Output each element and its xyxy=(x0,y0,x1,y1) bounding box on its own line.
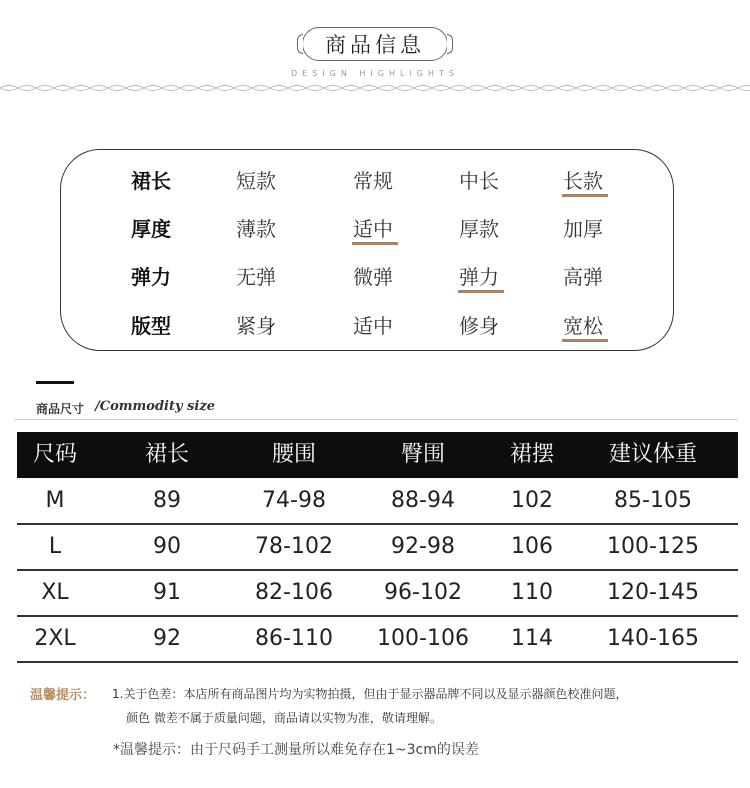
table-cell: 78-102 xyxy=(255,534,333,559)
attribute-option: 适中 xyxy=(353,217,393,241)
attribute-option: 中长 xyxy=(459,169,499,193)
attribute-label: 弹力 xyxy=(131,265,171,289)
table-row xyxy=(17,616,738,662)
attribute-label: 厚度 xyxy=(131,217,171,241)
attribute-label: 版型 xyxy=(131,314,171,338)
table-cell: 74-98 xyxy=(262,488,326,513)
table-cell: 140-165 xyxy=(607,626,699,651)
table-header-cell: 裙摆 xyxy=(509,442,554,467)
attribute-option: 宽松 xyxy=(563,314,603,338)
table-header-cell: 建议体重 xyxy=(608,442,697,467)
attribute-option: 紧身 xyxy=(236,314,276,338)
table-cell: L xyxy=(48,534,62,559)
table-cell: XL xyxy=(41,580,69,605)
attribute-option: 长款 xyxy=(563,169,603,193)
table-header-cell: 尺码 xyxy=(32,442,77,467)
attribute-option: 短款 xyxy=(236,169,276,193)
section-dash xyxy=(36,381,74,384)
table-cell: 100-106 xyxy=(377,626,469,651)
table-cell: 106 xyxy=(511,534,553,559)
row-divider xyxy=(17,661,738,663)
attribute-option: 薄款 xyxy=(236,217,276,241)
attribute-option: 适中 xyxy=(353,314,393,338)
attribute-option: 常规 xyxy=(353,169,393,193)
divider-line xyxy=(14,419,738,420)
table-header-cell: 裙长 xyxy=(144,442,189,467)
table-cell: 114 xyxy=(511,626,553,651)
table-cell: 85-105 xyxy=(614,488,692,513)
note-line-3: *温馨提示：由于尺码手工测量所以难免存在1~3cm的误差 xyxy=(113,742,479,758)
table-cell: 102 xyxy=(511,488,553,513)
selected-underline xyxy=(562,194,608,197)
note-line-2: 颜色 微差不属于质量问题，商品请以实物为准，敬请理解。 xyxy=(126,711,442,725)
attribute-option: 修身 xyxy=(459,314,499,338)
table-cell: M xyxy=(45,488,65,513)
table-header-cell: 腰围 xyxy=(271,442,316,467)
table-row xyxy=(17,478,738,524)
attribute-option: 厚款 xyxy=(459,217,499,241)
section-title-text: 商品信息 xyxy=(325,33,425,57)
table-cell: 110 xyxy=(511,580,553,605)
attribute-option: 高弹 xyxy=(563,265,603,289)
table-cell: 88-94 xyxy=(391,488,455,513)
attribute-option: 无弹 xyxy=(236,265,276,289)
table-cell: 2XL xyxy=(34,626,76,651)
size-title-cn: 商品尺寸 xyxy=(36,402,85,416)
table-cell: 96-102 xyxy=(384,580,462,605)
table-cell: 91 xyxy=(153,580,181,605)
size-title-en: /Commodity size xyxy=(95,399,215,414)
note-line-1: 1.关于色差：本店所有商品图片均为实物拍摄，但由于显示器品牌不同以及显示器颜色校准问题， xyxy=(112,687,628,701)
table-cell: 86-110 xyxy=(255,626,333,651)
table-cell: 92-98 xyxy=(391,534,455,559)
table-row xyxy=(17,524,738,570)
size-table-header xyxy=(17,432,738,478)
selected-underline xyxy=(458,290,504,293)
selected-underline xyxy=(562,339,608,342)
attribute-option: 微弹 xyxy=(353,265,393,289)
section-subtitle: DESIGN HIGHLIGHTS xyxy=(291,69,459,78)
table-cell: 89 xyxy=(153,488,181,513)
table-cell: 100-125 xyxy=(607,534,699,559)
selected-underline xyxy=(352,242,398,245)
table-row xyxy=(17,570,738,616)
table-header-cell: 臀围 xyxy=(400,442,445,467)
note-label: 温馨提示： xyxy=(30,688,96,703)
attribute-option: 弹力 xyxy=(459,265,499,289)
attribute-label: 裙长 xyxy=(131,169,171,193)
table-cell: 92 xyxy=(153,626,181,651)
wave-divider xyxy=(0,80,750,96)
table-cell: 82-106 xyxy=(255,580,333,605)
table-cell: 90 xyxy=(153,534,181,559)
section-title xyxy=(302,27,448,61)
attribute-option: 加厚 xyxy=(563,217,603,241)
table-cell: 120-145 xyxy=(607,580,699,605)
